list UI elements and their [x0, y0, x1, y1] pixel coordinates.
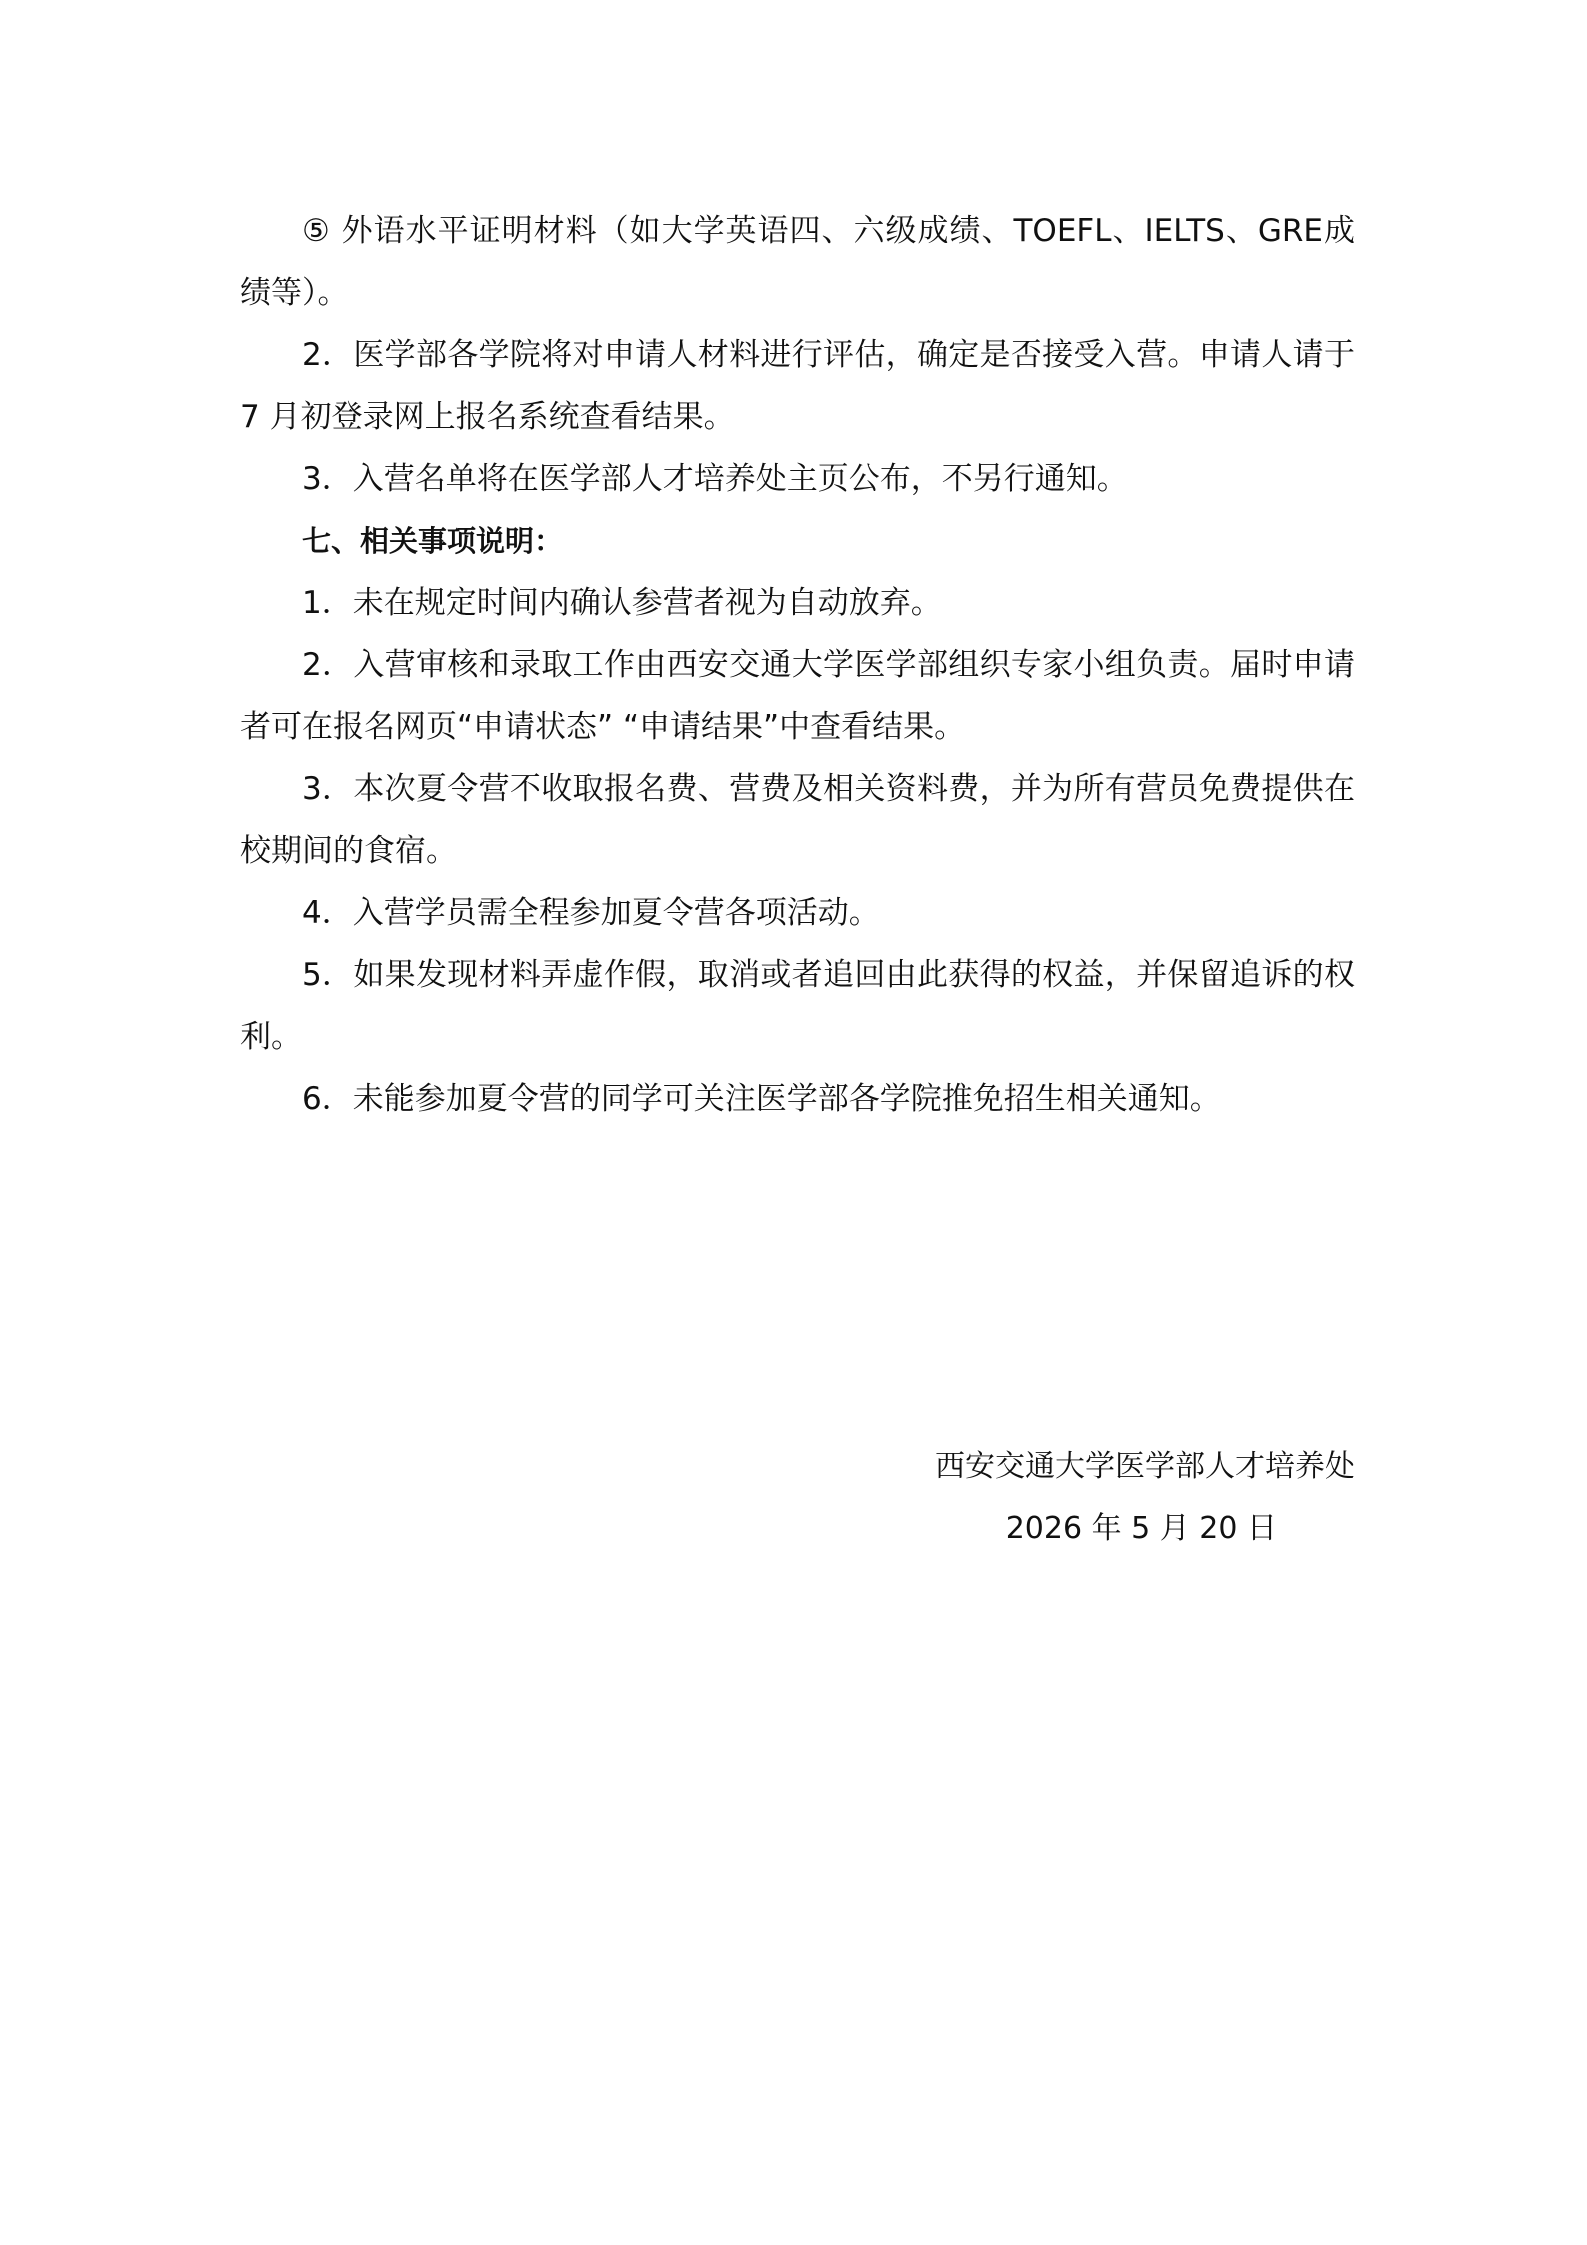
paragraph-fees: 3．本次夏令营不收取报名费、营费及相关资料费，并为所有营员免费提供在校期间的食宿。: [240, 771, 1355, 869]
signature-organization: 西安交通大学医学部人才培养处: [935, 1449, 1355, 1484]
paragraph-confirm-deadline: 1．未在规定时间内确认参营者视为自动放弃。: [302, 585, 942, 621]
paragraph-full-attendance: 4．入营学员需全程参加夏令营各项活动。: [302, 895, 880, 931]
paragraph-evaluation: 2．医学部各学院将对申请人材料进行评估，确定是否接受入营。申请人请于 7 月初登录网上报名系统查看结果。: [240, 337, 1355, 435]
paragraph-follow-notices: 6．未能参加夏令营的同学可关注医学部各学院推免招生相关通知。: [302, 1081, 1221, 1117]
paragraph-fraud: 5．如果发现材料弄虚作假，取消或者追回由此获得的权益，并保留追诉的权利。: [240, 957, 1355, 1055]
signature-date: 2026 年 5 月 20 日: [1005, 1511, 1277, 1546]
paragraph-foreign-language-materials: ⑤ 外语水平证明材料（如大学英语四、六级成绩、TOEFL、IELTS、GRE成绩等）。: [240, 213, 1355, 311]
paragraph-review-admission: 2．入营审核和录取工作由西安交通大学医学部组织专家小组负责。届时申请者可在报名网页“申请状态” “申请结果”中查看结果。: [240, 647, 1355, 745]
document-body: [240, 200, 1355, 1130]
paragraph-list-publication: 3．入营名单将在医学部人才培养处主页公布，不另行通知。: [302, 461, 1128, 497]
signature-block: [755, 1436, 1355, 1560]
section-heading-related-matters: 七、相关事项说明：: [302, 524, 564, 558]
